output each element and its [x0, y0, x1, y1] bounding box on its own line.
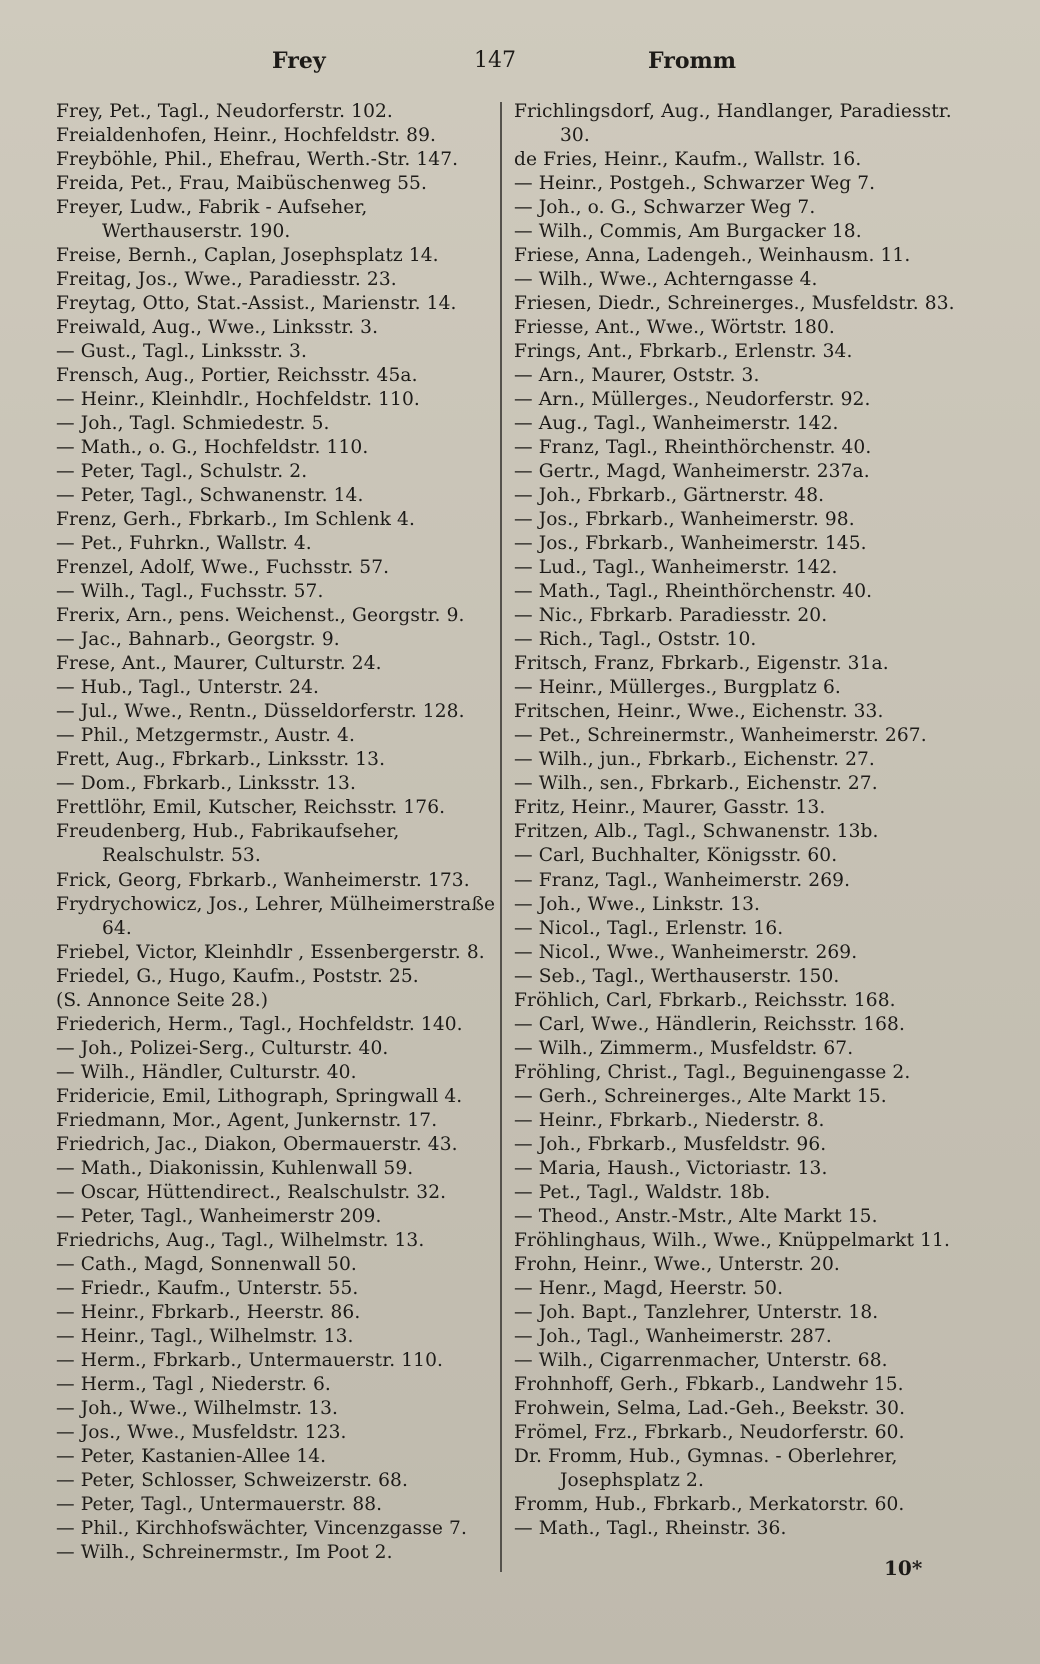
directory-entry: — Joh., Wwe., Linkstr. 13. — [514, 893, 761, 915]
directory-entry: — Franz, Tagl., Rheinthörchenstr. 40. — [514, 437, 872, 459]
directory-entry: Fritschen, Heinr., Wwe., Eichenstr. 33. — [514, 701, 884, 723]
directory-entry: — Wilh., sen., Fbrkarb., Eichenstr. 27. — [514, 773, 878, 795]
directory-entry: Freudenberg, Hub., Fabrikaufseher, Realschulstr. 53. — [56, 821, 400, 867]
directory-entry: — Joh., Fbrkarb., Gärtnerstr. 48. — [514, 485, 825, 507]
directory-entry: (S. Annonce Seite 28.) — [56, 989, 269, 1011]
left-column — [56, 100, 496, 1565]
directory-entry: — Wilh., Händler, Culturstr. 40. — [56, 1061, 357, 1083]
directory-entry: — Heinr., Postgeh., Schwarzer Weg 7. — [514, 173, 876, 195]
directory-entry: — Dom., Fbrkarb., Linksstr. 13. — [56, 773, 356, 795]
directory-entry: — Jos., Wwe., Musfeldstr. 123. — [56, 1421, 347, 1443]
directory-entry: Frömel, Frz., Fbrkarb., Neudorferstr. 60. — [514, 1421, 905, 1443]
directory-entry: — Heinr., Fbrkarb., Heerstr. 86. — [56, 1301, 361, 1323]
directory-entry: Frett, Aug., Fbrkarb., Linksstr. 13. — [56, 749, 386, 771]
directory-entry: — Nicol., Tagl., Erlenstr. 16. — [514, 917, 784, 939]
directory-entry: — Herm., Tagl , Niederstr. 6. — [56, 1373, 331, 1395]
directory-entry: Frettlöhr, Emil, Kutscher, Reichsstr. 176. — [56, 797, 446, 819]
directory-entry: — Nicol., Wwe., Wanheimerstr. 269. — [514, 941, 858, 963]
directory-entry: — Phil., Metzgermstr., Austr. 4. — [56, 725, 355, 747]
directory-entry: Fromm, Hub., Fbrkarb., Merkatorstr. 60. — [514, 1493, 905, 1515]
directory-entry: Friebel, Victor, Kleinhdlr , Essenbergerstr. 8. — [56, 941, 485, 963]
directory-entry: — Peter, Schlosser, Schweizerstr. 68. — [56, 1469, 408, 1491]
directory-entry: Frohwein, Selma, Lad.-Geh., Beekstr. 30. — [514, 1397, 906, 1419]
directory-entry: — Carl, Wwe., Händlerin, Reichsstr. 168. — [514, 1013, 905, 1035]
directory-entry: Frenz, Gerh., Fbrkarb., Im Schlenk 4. — [56, 509, 415, 531]
directory-entry: Dr. Fromm, Hub., Gymnas. - Oberlehrer, Josephsplatz 2. — [514, 1445, 898, 1491]
directory-entry: — Joh., Tagl. Schmiedestr. 5. — [56, 413, 330, 435]
directory-entry: Frey, Pet., Tagl., Neudorferstr. 102. — [56, 101, 393, 122]
directory-entry: — Wilh., jun., Fbrkarb., Eichenstr. 27. — [514, 749, 875, 771]
directory-entry: Freise, Bernh., Caplan, Josephsplatz 14. — [56, 245, 439, 267]
directory-entry: Fröhlich, Carl, Fbrkarb., Reichsstr. 168. — [514, 989, 896, 1011]
directory-entry: — Joh. Bapt., Tanzlehrer, Unterstr. 18. — [514, 1301, 879, 1323]
directory-entry: — Jos., Fbrkarb., Wanheimerstr. 145. — [514, 533, 867, 555]
directory-entry: — Theod., Anstr.-Mstr., Alte Markt 15. — [514, 1205, 878, 1227]
directory-entry: — Joh., Fbrkarb., Musfeldstr. 96. — [514, 1133, 827, 1155]
directory-entry: — Phil., Kirchhofswächter, Vincenzgasse 7. — [56, 1517, 467, 1539]
directory-entry: — Wilh., Zimmerm., Musfeldstr. 67. — [514, 1037, 854, 1059]
directory-entry: — Joh., o. G., Schwarzer Weg 7. — [514, 197, 816, 219]
directory-entry: — Pet., Fuhrkn., Wallstr. 4. — [56, 533, 312, 555]
directory-entry: — Herm., Fbrkarb., Untermauerstr. 110. — [56, 1349, 444, 1371]
directory-entry: Fröhling, Christ., Tagl., Beguinengasse 2. — [514, 1061, 911, 1083]
directory-entry: Frese, Ant., Maurer, Culturstr. 24. — [56, 653, 382, 675]
directory-entry: — Heinr., Kleinhdlr., Hochfeldstr. 110. — [56, 389, 420, 411]
header-left-word: Frey — [272, 48, 326, 74]
directory-entry: — Pet., Schreinermstr., Wanheimerstr. 267. — [514, 725, 927, 747]
directory-entry: — Wilh., Cigarrenmacher, Unterstr. 68. — [514, 1349, 888, 1371]
directory-entry: Freitag, Jos., Wwe., Paradiesstr. 23. — [56, 269, 397, 291]
directory-entry: Friedrichs, Aug., Tagl., Wilhelmstr. 13. — [56, 1229, 425, 1251]
directory-entry: — Jul., Wwe., Rentn., Düsseldorferstr. 128. — [56, 701, 465, 723]
directory-entry: Frenzel, Adolf, Wwe., Fuchsstr. 57. — [56, 557, 390, 579]
directory-entry: — Seb., Tagl., Werthauserstr. 150. — [514, 965, 840, 987]
directory-entry: — Math., o. G., Hochfeldstr. 110. — [56, 437, 369, 459]
directory-entry: Fröhlinghaus, Wilh., Wwe., Knüppelmarkt 11. — [514, 1229, 950, 1251]
directory-entry: Friedrich, Jac., Diakon, Obermauerstr. 43. — [56, 1133, 458, 1155]
directory-entry: — Carl, Buchhalter, Königsstr. 60. — [514, 845, 838, 867]
directory-entry: — Wilh., Tagl., Fuchsstr. 57. — [56, 581, 324, 603]
directory-entry: — Arn., Müllerges., Neudorferstr. 92. — [514, 389, 871, 411]
directory-entry: Friesen, Diedr., Schreinerges., Musfeldstr. 83. — [514, 293, 955, 315]
directory-entry: Fritzen, Alb., Tagl., Schwanenstr. 13b. — [514, 821, 879, 843]
directory-entry: — Friedr., Kaufm., Unterstr. 55. — [56, 1277, 359, 1299]
directory-entry: Fridericie, Emil, Lithograph, Springwall 4. — [56, 1085, 463, 1107]
directory-entry: — Peter, Tagl., Untermauerstr. 88. — [56, 1493, 383, 1515]
directory-entry: — Hub., Tagl., Unterstr. 24. — [56, 677, 320, 699]
directory-entry: — Wilh., Commis, Am Burgacker 18. — [514, 221, 862, 243]
directory-entry: Fritsch, Franz, Fbrkarb., Eigenstr. 31a. — [514, 653, 889, 675]
directory-entry: Friesse, Ant., Wwe., Wörtstr. 180. — [514, 317, 835, 339]
directory-entry: — Cath., Magd, Sonnenwall 50. — [56, 1253, 357, 1275]
directory-entry: Freyböhle, Phil., Ehefrau, Werth.-Str. 147. — [56, 149, 459, 171]
directory-entry: Frings, Ant., Fbrkarb., Erlenstr. 34. — [514, 341, 853, 363]
directory-entry: Freytag, Otto, Stat.-Assist., Marienstr. 14. — [56, 293, 457, 315]
directory-entry: — Heinr., Fbrkarb., Niederstr. 8. — [514, 1109, 825, 1131]
directory-entry: Frick, Georg, Fbrkarb., Wanheimerstr. 173. — [56, 869, 470, 891]
directory-entry: — Gertr., Magd, Wanheimerstr. 237a. — [514, 461, 870, 483]
directory-entry: — Nic., Fbrkarb. Paradiesstr. 20. — [514, 605, 828, 627]
directory-entry: Fritz, Heinr., Maurer, Gasstr. 13. — [514, 797, 826, 819]
directory-entry: Freida, Pet., Frau, Maibüschenweg 55. — [56, 173, 427, 195]
directory-entry: Frydrychowicz, Jos., Lehrer, Mülheimerstraße 64. — [56, 893, 496, 939]
directory-entry: — Aug., Tagl., Wanheimerstr. 142. — [514, 413, 839, 435]
directory-entry: — Franz, Tagl., Wanheimerstr. 269. — [514, 869, 851, 891]
directory-entry: de Fries, Heinr., Kaufm., Wallstr. 16. — [514, 149, 862, 171]
directory-entry: — Peter, Tagl., Schwanenstr. 14. — [56, 485, 364, 507]
directory-entry: Friedmann, Mor., Agent, Junkernstr. 17. — [56, 1109, 438, 1131]
directory-entry: Freiwald, Aug., Wwe., Linksstr. 3. — [56, 317, 379, 339]
directory-entry: Frohn, Heinr., Wwe., Unterstr. 20. — [514, 1253, 840, 1275]
directory-entry: — Pet., Tagl., Waldstr. 18b. — [514, 1181, 771, 1203]
directory-entry: — Peter, Tagl., Schulstr. 2. — [56, 461, 308, 483]
page-number: 147 — [474, 48, 516, 73]
directory-entry: — Math., Tagl., Rheinthörchenstr. 40. — [514, 581, 873, 603]
directory-entry: — Gust., Tagl., Linksstr. 3. — [56, 341, 307, 363]
directory-entry: — Henr., Magd, Heerstr. 50. — [514, 1277, 784, 1299]
directory-entry: — Joh., Tagl., Wanheimerstr. 287. — [514, 1325, 832, 1347]
directory-entry: — Wilh., Schreinermstr., Im Poot 2. — [56, 1541, 393, 1563]
signature-mark: 10* — [884, 1556, 923, 1580]
directory-entry: — Jac., Bahnarb., Georgstr. 9. — [56, 629, 340, 651]
directory-entry: Frichlingsdorf, Aug., Handlanger, Paradiesstr. 30. — [514, 101, 952, 147]
directory-entry: Freyer, Ludw., Fabrik - Aufseher, Werthauserstr. 190. — [56, 197, 368, 243]
directory-entry: Friedel, G., Hugo, Kaufm., Poststr. 25. — [56, 965, 419, 987]
directory-entry: — Oscar, Hüttendirect., Realschulstr. 32. — [56, 1181, 447, 1203]
directory-entry: — Gerh., Schreinerges., Alte Markt 15. — [514, 1085, 887, 1107]
directory-entry: — Heinr., Müllerges., Burgplatz 6. — [514, 677, 841, 699]
directory-entry: — Peter, Kastanien-Allee 14. — [56, 1445, 327, 1467]
directory-entry: Frohnhoff, Gerh., Fbkarb., Landwehr 15. — [514, 1373, 904, 1395]
directory-entry: Friederich, Herm., Tagl., Hochfeldstr. 140. — [56, 1013, 463, 1035]
right-column — [514, 100, 964, 1541]
directory-entry: — Joh., Wwe., Wilhelmstr. 13. — [56, 1397, 339, 1419]
directory-entry: — Peter, Tagl., Wanheimerstr 209. — [56, 1205, 382, 1227]
directory-entry: Friese, Anna, Ladengeh., Weinhausm. 11. — [514, 245, 911, 267]
column-divider — [500, 102, 502, 1572]
directory-entry: Frerix, Arn., pens. Weichenst., Georgstr. 9. — [56, 605, 465, 627]
directory-entry: — Joh., Polizei-Serg., Culturstr. 40. — [56, 1037, 389, 1059]
header-right-word: Fromm — [648, 48, 737, 74]
directory-entry: — Rich., Tagl., Oststr. 10. — [514, 629, 757, 651]
directory-entry: — Maria, Haush., Victoriastr. 13. — [514, 1157, 828, 1179]
directory-entry: — Arn., Maurer, Oststr. 3. — [514, 365, 760, 387]
directory-entry: — Math., Diakonissin, Kuhlenwall 59. — [56, 1157, 414, 1179]
directory-entry: Frensch, Aug., Portier, Reichsstr. 45a. — [56, 365, 418, 387]
directory-entry: — Heinr., Tagl., Wilhelmstr. 13. — [56, 1325, 354, 1347]
directory-entry: — Wilh., Wwe., Achterngasse 4. — [514, 269, 818, 291]
directory-entry: Freialdenhofen, Heinr., Hochfeldstr. 89. — [56, 125, 437, 147]
directory-entry: — Math., Tagl., Rheinstr. 36. — [514, 1517, 787, 1539]
directory-entry: — Jos., Fbrkarb., Wanheimerstr. 98. — [514, 509, 855, 531]
running-head — [0, 48, 1040, 82]
directory-entry: — Lud., Tagl., Wanheimerstr. 142. — [514, 557, 838, 579]
